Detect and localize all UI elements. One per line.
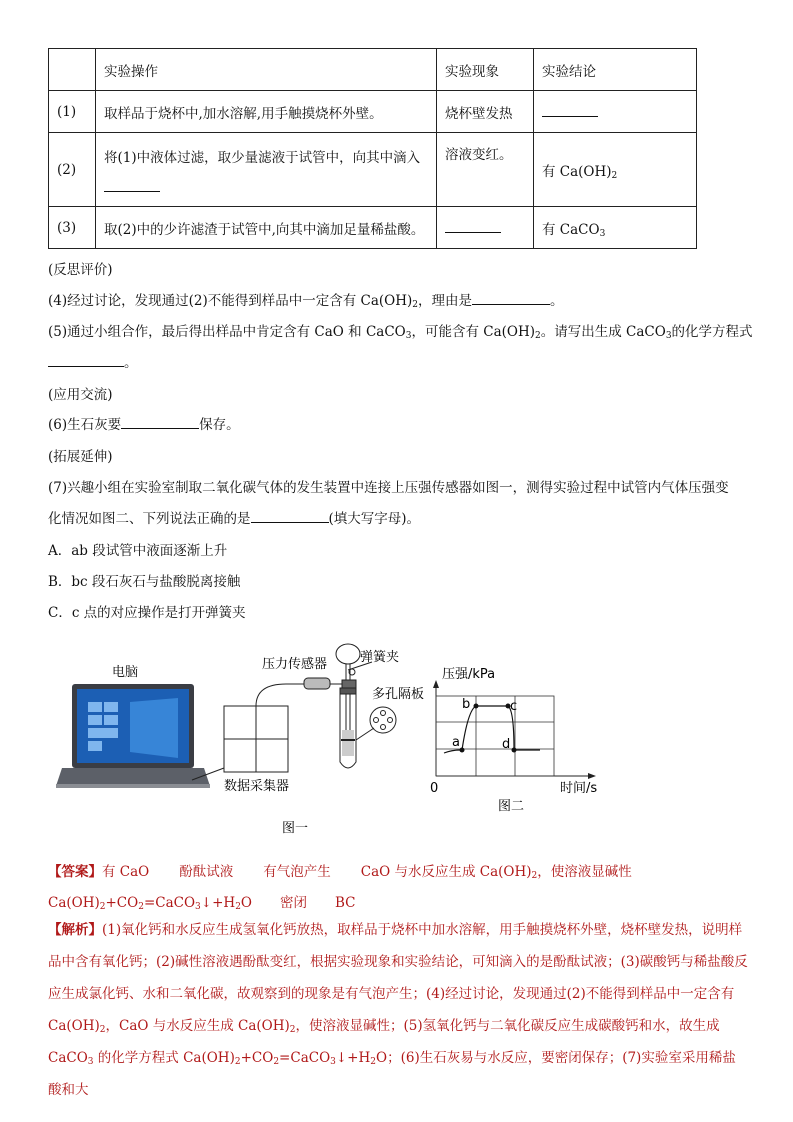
analysis-text: O；(6)生石灰易与水反应，要密闭保存；(7)实验室采用稀盐酸和大 [48,1050,736,1098]
q5-end: 。 [124,355,138,371]
subscript: 2 [99,902,106,912]
row-conclusion [534,133,697,207]
analysis-text: ，CaO 与水反应生成 Ca(OH) [105,1018,290,1034]
question-5-line2 [48,351,138,371]
answer-item: ，使溶液显碱性 [537,864,632,880]
point-d [512,748,517,753]
figure-1-caption: 图一 [282,821,309,836]
row-number: (1) [49,91,96,133]
subscript: 2 [138,902,144,912]
answer-line-1 [48,860,632,880]
experiment-figure [0,640,793,840]
subscript: 2 [531,871,538,881]
subscript: 3 [665,331,672,341]
subscript: 2 [289,1025,296,1035]
row-observation: 烧杯壁发热 [437,91,534,133]
row-observation: 溶液变红。 [437,133,534,207]
conclusion-text: 有 Ca(OH) [542,163,612,180]
answer-line-2 [48,891,356,911]
header-cell-observation: 实验现象 [437,49,534,91]
subscript: 2 [273,1057,280,1067]
q5-text-b: ，可能含有 Ca(OH) [411,324,535,340]
experiment-table [48,48,697,249]
analysis-text: ，使溶液显碱性；(5)氢氧化钙与二氧化碳反应生成碳酸钙和水，故生成 CaCO [48,1018,720,1066]
analysis-text: 的化学方程式 Ca(OH) [93,1050,235,1066]
equation-part: +CO [105,895,139,911]
equation-part: =CaCO [143,895,196,911]
answer-blank[interactable] [542,103,598,117]
subscript: 2 [412,300,419,310]
point-c-label: c [510,699,518,714]
test-tube-icon [336,644,360,768]
q5-text-a: (5)通过小组合作，最后得出样品中肯定含有 CaO 和 CaCO [48,324,406,340]
point-a [460,748,465,753]
analysis-paragraph [48,914,748,1106]
row-conclusion [534,207,697,249]
table-row [49,91,697,133]
question-7-line2 [48,507,420,527]
analysis-label: 【解析】 [48,922,102,938]
answer-item: CaO 与水反应生成 Ca(OH) [360,864,532,880]
subscript: 2 [235,902,241,912]
data-collector-box [224,706,288,772]
table-row [49,133,697,207]
subscript: 2 [611,170,618,181]
option-b: B．bc 段石灰石与盐酸脱离接触 [48,574,241,590]
header-cell-operation: 实验操作 [96,49,437,91]
answer-blank[interactable] [48,353,124,367]
q7-text-b: 化情况如图二、下列说法正确的是 [48,511,251,527]
y-axis-label: 压强/kPa [442,667,496,682]
subscript: 3 [195,902,201,912]
reflect-heading: (反思评价) [48,262,113,278]
option-c: C．c 点的对应操作是打开弹簧夹 [48,605,246,621]
pressure-sensor-icon [304,678,330,689]
q5-text-c: 。请写出生成 CaCO [540,324,666,340]
answer-blank[interactable] [472,291,550,305]
q4-text: (4)经过讨论，发现通过(2)不能得到样品中一定含有 Ca(OH) [48,293,413,309]
row-operation-text: 将(1)中液体过滤，取少量滤液于试管中，向其中滴入 [104,150,421,166]
q6-text-b: 保存。 [199,417,240,433]
row-observation [437,207,534,249]
equation-part: ↓+H [200,895,236,911]
collector-label: 数据采集器 [224,779,290,794]
clamp-label: 弹簧夹 [360,650,400,665]
x-axis-label: 时间/s [560,781,598,796]
point-b [474,704,479,709]
row-number: (3) [49,207,96,249]
question-6 [48,413,240,433]
option-a: A．ab 段试管中液面逐渐上升 [48,543,228,559]
analysis-text: +CO [240,1050,274,1066]
q7-text-c: (填大写字母)。 [328,511,421,527]
row-operation [96,133,437,207]
equation-part: Ca(OH) [48,895,100,911]
table-header-row [49,49,697,91]
row-number: (2) [49,133,96,207]
apply-heading: (应用交流) [48,387,113,403]
q4-end: 。 [550,293,564,309]
answer-blank[interactable] [121,415,199,429]
pressure-graph [433,680,596,779]
origin-label: 0 [430,781,439,796]
header-cell-conclusion: 实验结论 [534,49,697,91]
analysis-text: =CaCO [279,1050,331,1066]
answer-item: 酚酞试液 [179,864,234,880]
q6-text-a: (6)生石灰要 [48,417,122,433]
answer-item: 密闭 [280,895,307,911]
conclusion-text: 有 CaCO [542,221,600,238]
question-4 [48,289,564,309]
table-row [49,207,697,249]
analysis-text: ↓+H [335,1050,371,1066]
answer-item: 有气泡产生 [263,864,331,880]
answer-blank[interactable] [251,509,329,523]
question-5 [48,320,753,340]
porous-plate-icon [356,707,396,740]
answer-item: 有 CaO [102,864,150,880]
point-d-label: d [502,737,511,752]
subscript: 2 [370,1057,377,1067]
point-a-label: a [452,735,460,750]
equation-part: O [240,895,252,911]
subscript: 3 [87,1057,94,1067]
point-b-label: b [462,697,471,712]
subscript: 3 [330,1057,336,1067]
row-operation: 取(2)中的少许滤渣于试管中,向其中滴加足量稀盐酸。 [96,207,437,249]
subscript: 2 [234,1057,241,1067]
answer-blank[interactable] [445,219,501,233]
laptop-icon [56,684,210,788]
subscript: 3 [405,331,412,341]
plate-label: 多孔隔板 [372,687,425,702]
row-conclusion [534,91,697,133]
row-operation: 取样品于烧杯中,加水溶解,用手触摸烧杯外壁。 [96,91,437,133]
sensor-label: 压力传感器 [262,657,328,672]
q4-text-b: ，理由是 [418,293,473,309]
question-7: (7)兴趣小组在实验室制取二氧化碳气体的发生装置中连接上压强传感器如图一，测得实验过程中试管内气体压强变 [48,480,729,496]
answer-label: 【答案】 [48,864,102,880]
subscript: 3 [599,228,606,239]
header-cell-num [49,49,96,91]
subscript: 2 [535,331,541,341]
answer-blank[interactable] [104,178,160,192]
subscript: 2 [99,1025,106,1035]
answer-item: BC [335,895,356,911]
extend-heading: (拓展延伸) [48,449,113,465]
figure-2-caption: 图二 [498,799,525,814]
analysis-text: (1)氧化钙和水反应生成氢氧化钙放热，取样品于烧杯中加水溶解，用手触摸烧杯外壁，烧杯壁发热，说明样品中含有氧化钙；(2)碱性溶液遇酚酞变红，根据实验现象和实验结论，可知滴入的是酚酞试液；(3)碳酸钙与稀盐酸反应生成氯化钙、水和二氧化碳，故观察到的现象是有气泡产生；(4)经过讨论，发现通过(2)不能得到样品中一定含有 Ca(OH) [48,922,748,1034]
q5-text-d: 的化学方程式 [671,324,753,340]
computer-label: 电脑 [112,665,139,680]
